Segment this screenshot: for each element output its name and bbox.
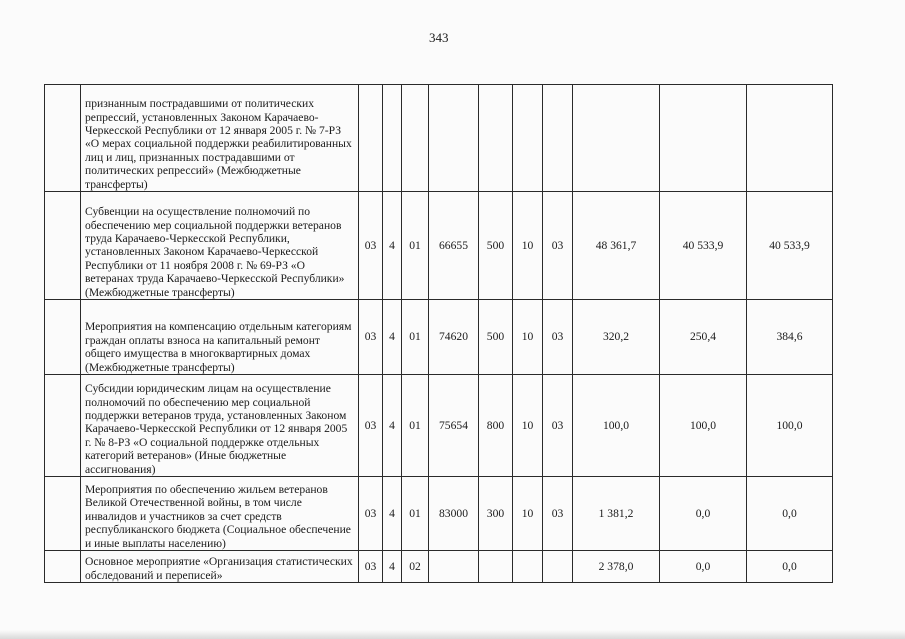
amount-cell: 320,2 (573, 300, 660, 375)
code-cell: 74620 (429, 300, 479, 375)
code-cell (513, 551, 543, 583)
code-cell (429, 551, 479, 583)
code-cell: 4 (383, 477, 402, 551)
description-cell: Мероприятия по обеспечению жильем ветеранов Великой Отечественной войны, в том числе инвалидов и участников за счет средств республиканского бюджета (Социальное обеспечение и иные выплаты населению) (81, 477, 359, 551)
code-cell: 300 (479, 477, 513, 551)
code-cell: 4 (383, 551, 402, 583)
code-cell: 01 (402, 375, 429, 477)
code-cell: 03 (359, 551, 383, 583)
code-cell: 500 (479, 300, 513, 375)
amount-cell: 0,0 (660, 477, 747, 551)
code-cell: 03 (543, 192, 573, 300)
table-row (45, 300, 833, 375)
description-cell: Основное мероприятие «Организация статистических обследований и переписей» (81, 551, 359, 583)
description-cell: признанным пострадавшими от политических репрессий, установленных Законом Карачаево-Черкесской Республики от 12 января 2005 г. № 7-РЗ «О мерах социальной поддержки реабилитированных лиц и лиц, признанных пострадавшими от политических репрессий» (Межбюджетные трансферты) (81, 85, 359, 192)
code-cell: 10 (513, 375, 543, 477)
description-cell: Субвенции на осуществление полномочий по обеспечению мер социальной поддержки ветеранов труда Карачаево-Черкесской Республики, установленных Законом Карачаево-Черкесской Республики от 11 ноября 2008 г. № 69-РЗ «О ветеранах труда Карачаево-Черкесской Республики» (Межбюджетные трансферты) (81, 192, 359, 300)
code-cell: 01 (402, 300, 429, 375)
amount-cell: 40 533,9 (747, 192, 833, 300)
code-cell: 66655 (429, 192, 479, 300)
amount-cell: 250,4 (660, 300, 747, 375)
code-cell: 75654 (429, 375, 479, 477)
code-cell (402, 85, 429, 192)
amount-cell: 100,0 (747, 375, 833, 477)
code-cell: 500 (479, 192, 513, 300)
description-cell: Мероприятия на компенсацию отдельным категориям граждан оплаты взноса на капитальный ремонт общего имущества в многоквартирных домах (Межбюджетные трансферты) (81, 300, 359, 375)
code-cell: 03 (543, 477, 573, 551)
amount-cell: 40 533,9 (660, 192, 747, 300)
amount-cell: 0,0 (747, 551, 833, 583)
code-cell: 02 (402, 551, 429, 583)
amount-cell: 100,0 (660, 375, 747, 477)
code-cell: 03 (359, 375, 383, 477)
amount-cell (573, 85, 660, 192)
code-cell (479, 85, 513, 192)
code-cell: 4 (383, 192, 402, 300)
amount-cell: 1 381,2 (573, 477, 660, 551)
code-cell: 01 (402, 192, 429, 300)
budget-table (44, 84, 833, 583)
row-index-cell (45, 85, 81, 192)
code-cell: 03 (359, 192, 383, 300)
code-cell (513, 85, 543, 192)
table-row (45, 551, 833, 583)
code-cell: 01 (402, 477, 429, 551)
table-row (45, 375, 833, 477)
row-index-cell (45, 551, 81, 583)
amount-cell (660, 85, 747, 192)
scan-edge (0, 630, 905, 639)
row-index-cell (45, 477, 81, 551)
code-cell (359, 85, 383, 192)
amount-cell: 0,0 (747, 477, 833, 551)
code-cell: 10 (513, 192, 543, 300)
row-index-cell (45, 192, 81, 300)
amount-cell: 384,6 (747, 300, 833, 375)
amount-cell (747, 85, 833, 192)
code-cell (429, 85, 479, 192)
row-index-cell (45, 375, 81, 477)
code-cell: 800 (479, 375, 513, 477)
amount-cell: 2 378,0 (573, 551, 660, 583)
amount-cell: 100,0 (573, 375, 660, 477)
code-cell (383, 85, 402, 192)
code-cell: 03 (359, 300, 383, 375)
amount-cell: 0,0 (660, 551, 747, 583)
table-row (45, 192, 833, 300)
code-cell (479, 551, 513, 583)
code-cell (543, 551, 573, 583)
amount-cell: 48 361,7 (573, 192, 660, 300)
table-row (45, 85, 833, 192)
page-number: 343 (429, 30, 449, 45)
code-cell (543, 85, 573, 192)
description-cell: Субсидии юридическим лицам на осуществление полномочий по обеспечению мер социальной поддержки ветеранов труда, установленных Законом Карачаево-Черкесской Республики от 12 января 2005 г. № 8-РЗ «О социальной поддержке отдельных категорий ветеранов» (Иные бюджетные ассигнования) (81, 375, 359, 477)
code-cell: 83000 (429, 477, 479, 551)
code-cell: 03 (359, 477, 383, 551)
table-row (45, 477, 833, 551)
code-cell: 03 (543, 300, 573, 375)
code-cell: 4 (383, 375, 402, 477)
row-index-cell (45, 300, 81, 375)
code-cell: 4 (383, 300, 402, 375)
code-cell: 03 (543, 375, 573, 477)
code-cell: 10 (513, 477, 543, 551)
code-cell: 10 (513, 300, 543, 375)
